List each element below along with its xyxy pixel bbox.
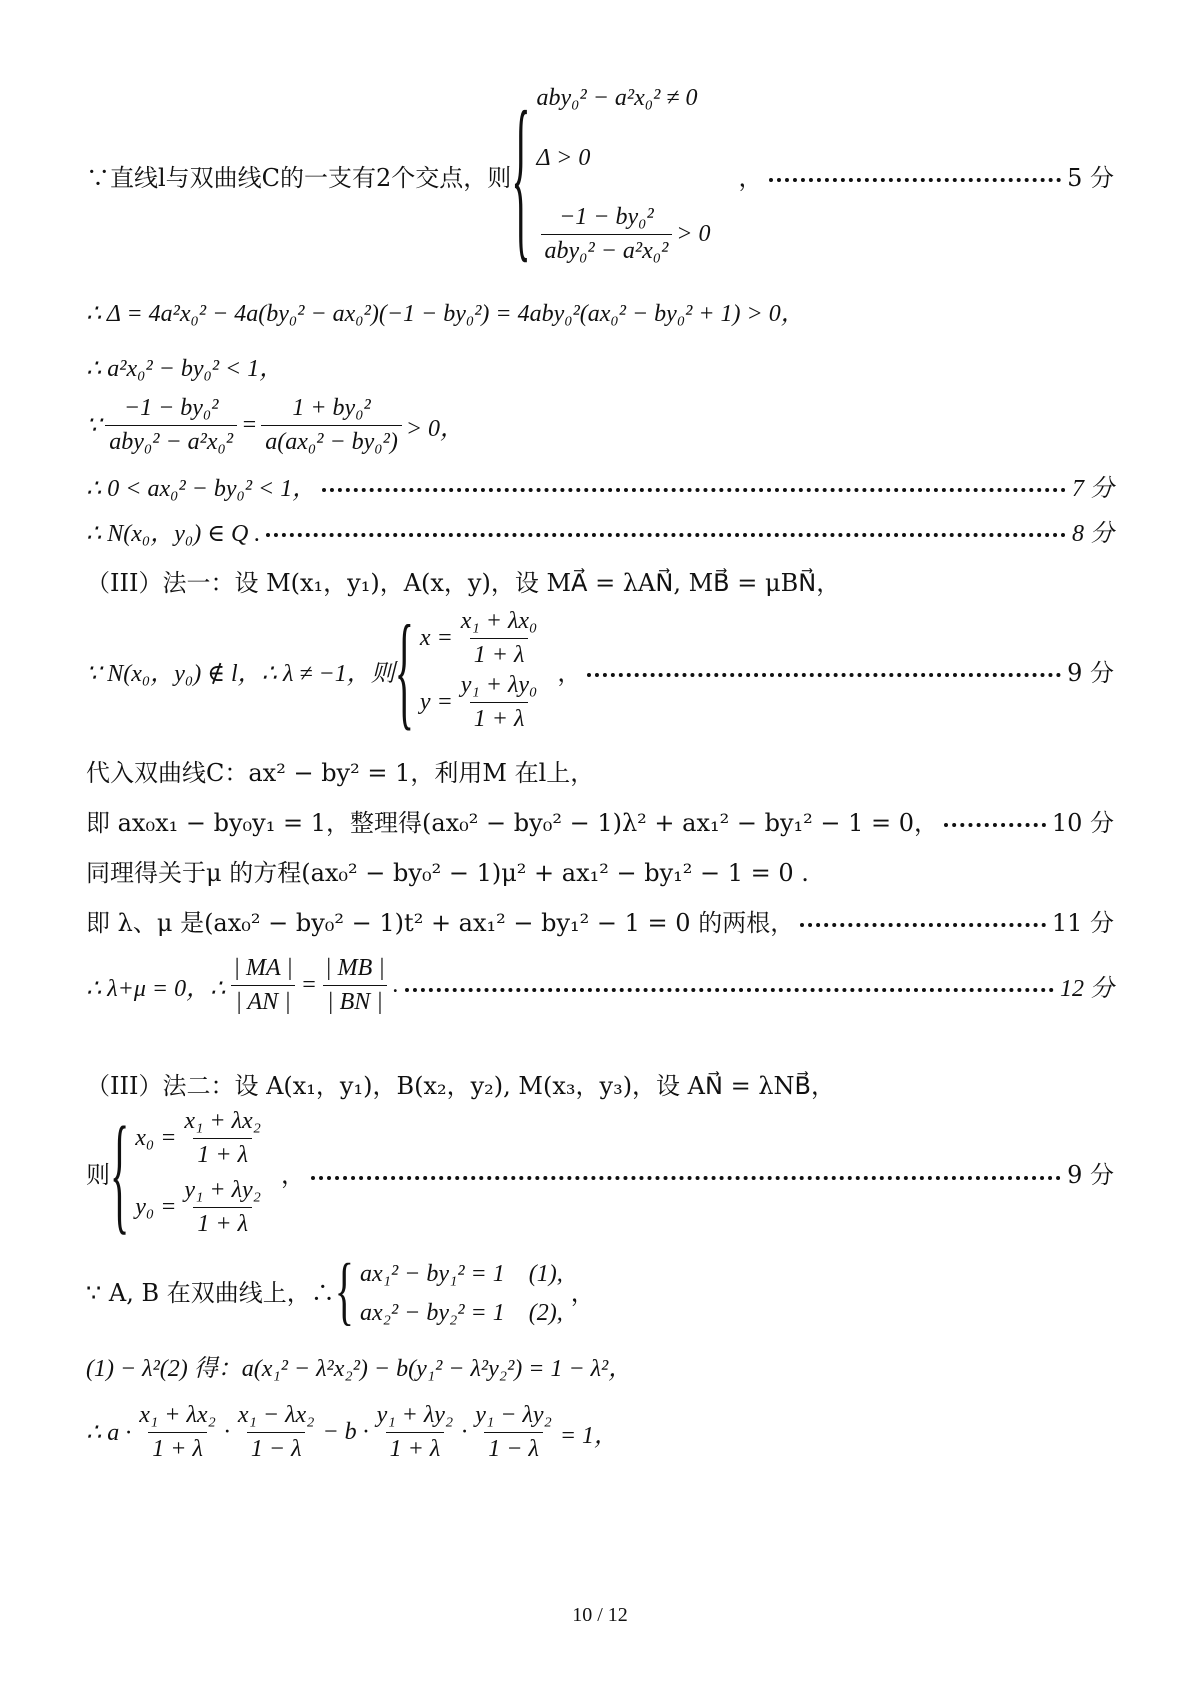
condition-row-2: Δ > 0 [536, 144, 591, 171]
product-prefix: ∴ a · [86, 1419, 132, 1446]
fraction-denominator: 1 + λ [193, 1207, 252, 1238]
x0-row [135, 1108, 269, 1169]
fraction-numerator: −1 − by₀² [559, 204, 654, 230]
y-fraction [457, 672, 542, 733]
score-9: 9 分 [1067, 658, 1114, 687]
fraction-numerator: y₁ + λy₂ [184, 1176, 261, 1203]
fraction-denominator: 1 + λ [148, 1432, 207, 1463]
leader-dots [944, 813, 1046, 827]
line-roots [86, 900, 1114, 940]
equals: = [241, 411, 258, 438]
comma: ， [557, 658, 582, 687]
condition-row-1: aby₀² − a²x₀² ≠ 0 [536, 85, 698, 111]
score-12: 12 分 [1060, 975, 1114, 1002]
fraction-numerator: | MB | [325, 954, 385, 981]
line-rearrange [86, 800, 1114, 840]
dot-operator: · [461, 1418, 468, 1445]
fraction-denominator: | BN | [323, 985, 387, 1016]
leader-dots [322, 478, 1066, 492]
range-text: ∴ 0 < ax₀² − by₀² < 1， [86, 475, 317, 502]
fraction-numerator: x₁ − λx₂ [237, 1401, 315, 1428]
coordinate-system [420, 608, 545, 733]
equation-2: ax₂² − by₂² = 1 (2), [359, 1300, 563, 1326]
fraction-denominator: aby₀² − a²x₀² [105, 425, 237, 456]
line-product [86, 1392, 1114, 1472]
comma: ， [570, 1278, 595, 1307]
discriminant-text: ∴ Δ = 4a²x₀² − 4a(by₀² − ax₀²)(−1 − by₀²) = 4aby₀²(ax₀² − by₀² + 1) > 0， [86, 300, 805, 327]
ratio-left [229, 955, 296, 1016]
equation-1: ax₁² − by₁² = 1 (1), [359, 1261, 563, 1287]
x-lhs: x = [419, 624, 453, 651]
line-ratio-conclusion [86, 945, 1114, 1025]
period: . [392, 971, 399, 998]
midpoint-system [135, 1108, 269, 1238]
fraction-numerator: y₁ + λy₂ [376, 1401, 454, 1428]
method-two-text: （III）法二：设 A(x₁，y₁)，B(x₂，y₂), M(x₃，y₃)，设 AN⃗ = λNB⃗， [86, 1071, 836, 1100]
fraction-denominator: 1 + λ [470, 638, 529, 669]
score-7: 7 分 [1072, 475, 1114, 502]
product-fraction-3 [373, 1402, 458, 1463]
leader-dots [405, 978, 1054, 992]
left-brace: { [110, 1098, 130, 1247]
line-inequality-1 [86, 345, 1114, 385]
comma: ， [281, 1161, 305, 1189]
equals: = [300, 971, 317, 998]
subtract-text: (1) − λ²(2) 得：a(x₁² − λ²x₂²) − b(y₁² − λ²y₂²) = 1 − λ²， [86, 1355, 633, 1382]
then-text: 则 [86, 1161, 110, 1189]
product-fraction-4 [471, 1402, 556, 1463]
leader-dots [800, 913, 1046, 927]
substitute-text: 代入双曲线C：ax² − by² = 1，利用M 在l上， [86, 758, 595, 787]
fraction-right [261, 395, 402, 456]
score-5: 5 分 [1067, 163, 1114, 192]
x0-lhs: x₀ = [135, 1124, 177, 1151]
line-lambda-system [86, 598, 1114, 742]
leader-dots [587, 663, 1061, 677]
intro-text: ∵直线l与双曲线C的一支有2个交点，则 [86, 163, 512, 192]
line-on-hyperbola [86, 1247, 1114, 1333]
roots-text: 即 λ、μ 是(ax₀² − by₀² − 1)t² + ax₁² − by₁² − 1 = 0 的两根， [86, 908, 795, 937]
condition-text: ∵ N(x₀，y₀) ∉ l，∴ λ ≠ −1，则 [86, 660, 395, 687]
y0-fraction [180, 1177, 265, 1238]
score-10: 10 分 [1051, 808, 1114, 837]
condition-row-3 [537, 204, 711, 265]
on-hyperbola-text: ∵ A, B 在双曲线上，∴ [86, 1278, 335, 1307]
x0-fraction [180, 1108, 265, 1169]
rearrange-text: 即 ax₀x₁ − by₀y₁ = 1，整理得(ax₀² − by₀² − 1)λ² + ax₁² − by₁² − 1 = 0， [86, 808, 939, 837]
x-row [420, 608, 545, 669]
fraction-numerator: −1 − by₀² [123, 394, 219, 421]
inequality: > 0 [676, 221, 711, 247]
left-brace: { [511, 71, 531, 279]
dot-operator: · [223, 1418, 230, 1445]
fraction-numerator: x₁ + λx₂ [139, 1401, 216, 1428]
fraction-numerator: y₁ − λy₂ [475, 1401, 552, 1428]
page-number: 10 / 12 [572, 1604, 628, 1626]
fraction-numerator: x₁ + λx₀ [460, 607, 538, 634]
product-fraction-1 [135, 1402, 220, 1463]
comma: ， [738, 163, 763, 192]
y0-lhs: y₀ = [135, 1193, 177, 1220]
n-in-q-text: ∴ N(x₀，y₀) ∈ Q . [86, 520, 261, 547]
score-9-method-two: 9 分 [1067, 1161, 1114, 1189]
fraction-left [105, 395, 237, 456]
line-discriminant [86, 290, 1114, 330]
mu-equation-text: 同理得关于μ 的方程(ax₀² − by₀² − 1)μ² + ax₁² − by₁² − 1 = 0 . [86, 858, 809, 887]
fraction [541, 204, 673, 265]
because-symbol: ∵ [86, 412, 102, 439]
fraction-denominator: a(ax₀² − by₀²) [261, 425, 402, 456]
leader-dots [266, 523, 1066, 537]
line-mu-equation [86, 850, 1114, 890]
line-method-one [86, 560, 1114, 600]
ratio-right [321, 955, 389, 1016]
fraction-denominator: | AN | [231, 985, 294, 1016]
score-11: 11 分 [1051, 908, 1114, 937]
score-8: 8 分 [1072, 520, 1114, 547]
product-fraction-2 [234, 1402, 319, 1463]
greater-than-zero: > 0， [405, 415, 465, 442]
leader-dots [311, 1166, 1061, 1180]
inequality-text: ∴ a²x₀² − by₀² < 1， [86, 355, 284, 382]
line-midpoint-system [86, 1098, 1114, 1247]
line-range [86, 465, 1114, 505]
method-one-text: （III）法一：设 M(x₁，y₁)，A(x，y)，设 MA⃗ = λAN⃗, MB⃗ = μBN⃗， [86, 568, 841, 597]
condition-system [537, 85, 711, 265]
leader-dots [769, 168, 1062, 182]
fraction-numerator: x₁ + λx₂ [184, 1107, 261, 1134]
line-method-two [86, 1063, 1114, 1103]
equals-one: = 1， [559, 1422, 619, 1449]
y-row [420, 672, 545, 733]
fraction-numerator: 1 + by₀² [292, 394, 371, 421]
fraction-denominator: 1 − λ [484, 1432, 543, 1463]
fraction-numerator: y₁ + λy₀ [460, 671, 538, 698]
minus-b: − b · [322, 1418, 369, 1445]
y-lhs: y = [419, 688, 453, 715]
conclusion-prefix: ∴ λ+μ = 0，∴ [86, 975, 226, 1002]
line-n-in-q [86, 510, 1114, 550]
left-brace: { [334, 1247, 354, 1333]
hyperbola-system [360, 1253, 563, 1327]
fraction-denominator: 1 − λ [247, 1432, 306, 1463]
left-brace: { [394, 598, 414, 742]
line-intersection-condition [86, 71, 1114, 279]
line-fraction-compare [86, 390, 1114, 460]
fraction-denominator: 1 + λ [193, 1138, 252, 1169]
fraction-denominator: 1 + λ [386, 1432, 445, 1463]
fraction-numerator: | MA | [233, 954, 293, 981]
y0-row [135, 1177, 269, 1238]
fraction-denominator: aby₀² − a²x₀² [541, 234, 673, 265]
line-subtract [86, 1345, 1114, 1385]
line-substitute [86, 750, 1114, 790]
fraction-denominator: 1 + λ [470, 702, 529, 733]
x-fraction [457, 608, 542, 669]
